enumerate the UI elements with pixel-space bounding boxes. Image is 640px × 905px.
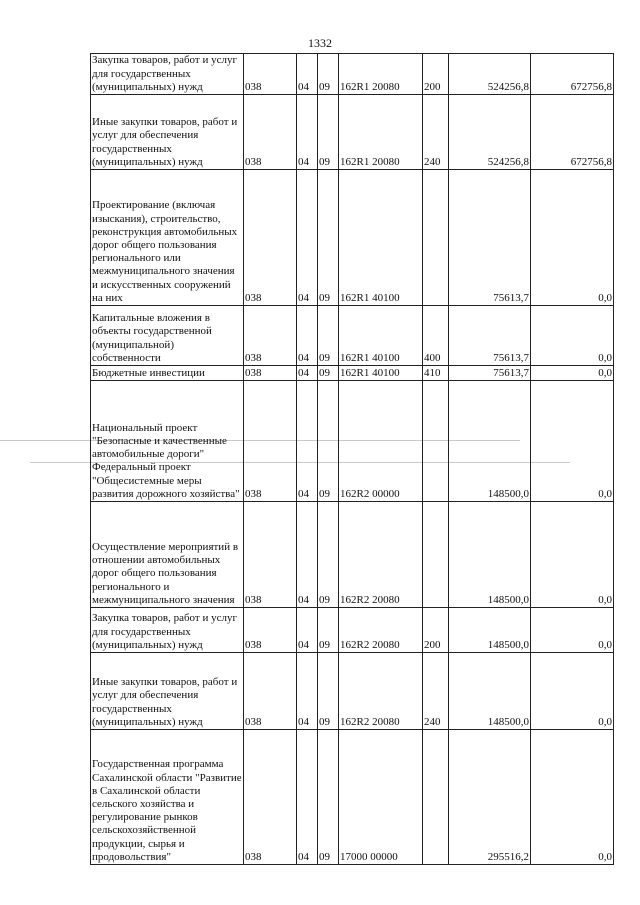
row-subsection: 09 (318, 608, 339, 653)
row-target: 162R2 20080 (339, 608, 423, 653)
row-subsection: 09 (318, 170, 339, 306)
row-ministry: 038 (244, 608, 297, 653)
row-target: 162R1 20080 (339, 54, 423, 95)
row-sum1: 75613,7 (449, 366, 531, 381)
row-target: 17000 00000 (339, 730, 423, 865)
row-ministry: 038 (244, 306, 297, 366)
row-sum2: 0,0 (531, 653, 614, 730)
row-section: 04 (297, 366, 318, 381)
table-row (91, 502, 614, 608)
row-name: Бюджетные инвестиции (91, 366, 244, 381)
page-number: 1332 (308, 36, 332, 50)
budget-table (90, 53, 614, 865)
row-subsection: 09 (318, 54, 339, 95)
row-ministry: 038 (244, 730, 297, 865)
row-name: Закупка товаров, работ и услуг для государственных (муниципальных) нужд (91, 608, 244, 653)
row-name: Закупка товаров, работ и услуг для государственных (муниципальных) нужд (91, 54, 244, 95)
row-ministry: 038 (244, 170, 297, 306)
row-sum2: 672756,8 (531, 95, 614, 170)
row-kind: 410 (423, 366, 449, 381)
row-kind (423, 502, 449, 608)
row-section: 04 (297, 381, 318, 502)
row-subsection: 09 (318, 95, 339, 170)
row-sum1: 75613,7 (449, 170, 531, 306)
row-subsection: 09 (318, 502, 339, 608)
table-row (91, 381, 614, 502)
row-ministry: 038 (244, 653, 297, 730)
row-ministry: 038 (244, 366, 297, 381)
row-subsection: 09 (318, 381, 339, 502)
row-sum1: 524256,8 (449, 54, 531, 95)
row-section: 04 (297, 653, 318, 730)
table-row (91, 366, 614, 381)
row-name: Иные закупки товаров, работ и услуг для обеспечения государственных (муниципальных) нужд (91, 653, 244, 730)
row-subsection: 09 (318, 653, 339, 730)
row-kind: 400 (423, 306, 449, 366)
row-target: 162R2 00000 (339, 381, 423, 502)
row-target: 162R2 20080 (339, 502, 423, 608)
row-section: 04 (297, 170, 318, 306)
row-section: 04 (297, 54, 318, 95)
row-sum1: 148500,0 (449, 653, 531, 730)
row-section: 04 (297, 502, 318, 608)
row-ministry: 038 (244, 381, 297, 502)
row-target: 162R1 20080 (339, 95, 423, 170)
row-ministry: 038 (244, 95, 297, 170)
row-sum1: 148500,0 (449, 608, 531, 653)
row-section: 04 (297, 306, 318, 366)
row-sum1: 524256,8 (449, 95, 531, 170)
row-name: Осуществление мероприятий в отношении автомобильных дорог общего пользования регионального и межмуниципального значения (91, 502, 244, 608)
row-target: 162R1 40100 (339, 170, 423, 306)
row-name: Государственная программа Сахалинской области "Развитие в Сахалинской области сельского хозяйства и регулирование рынков сельскохозяйственной продукции, сырья и продовольствия" (91, 730, 244, 865)
row-sum2: 0,0 (531, 366, 614, 381)
row-name: Иные закупки товаров, работ и услуг для обеспечения государственных (муниципальных) нужд (91, 95, 244, 170)
row-sum2: 0,0 (531, 608, 614, 653)
row-sum1: 148500,0 (449, 381, 531, 502)
row-sum2: 0,0 (531, 381, 614, 502)
row-subsection: 09 (318, 366, 339, 381)
table-row (91, 95, 614, 170)
row-target: 162R1 40100 (339, 306, 423, 366)
row-kind: 200 (423, 54, 449, 95)
table-row (91, 653, 614, 730)
row-target: 162R1 40100 (339, 366, 423, 381)
row-section: 04 (297, 95, 318, 170)
table-row (91, 170, 614, 306)
row-section: 04 (297, 730, 318, 865)
row-name: Национальный проект "Безопасные и качественные автомобильные дороги" Федеральный проект "Общесистемные меры развития дорожного хозяйства" (91, 381, 244, 502)
row-kind (423, 170, 449, 306)
row-kind (423, 730, 449, 865)
row-sum2: 0,0 (531, 306, 614, 366)
row-kind (423, 381, 449, 502)
row-name: Капитальные вложения в объекты государственной (муниципальной) собственности (91, 306, 244, 366)
row-target: 162R2 20080 (339, 653, 423, 730)
row-ministry: 038 (244, 502, 297, 608)
row-sum2: 0,0 (531, 730, 614, 865)
table-row (91, 608, 614, 653)
row-kind: 200 (423, 608, 449, 653)
row-sum1: 75613,7 (449, 306, 531, 366)
row-kind: 240 (423, 653, 449, 730)
row-subsection: 09 (318, 306, 339, 366)
row-sum2: 0,0 (531, 502, 614, 608)
row-sum2: 672756,8 (531, 54, 614, 95)
row-subsection: 09 (318, 730, 339, 865)
row-section: 04 (297, 608, 318, 653)
table-row (91, 306, 614, 366)
row-sum1: 148500,0 (449, 502, 531, 608)
table-row (91, 54, 614, 95)
table-row (91, 730, 614, 865)
row-kind: 240 (423, 95, 449, 170)
row-sum2: 0,0 (531, 170, 614, 306)
row-sum1: 295516,2 (449, 730, 531, 865)
row-name: Проектирование (включая изыскания), строительство, реконструкция автомобильных дорог общего пользования регионального или межмуниципального значения и искусственных сооружений на них (91, 170, 244, 306)
row-ministry: 038 (244, 54, 297, 95)
